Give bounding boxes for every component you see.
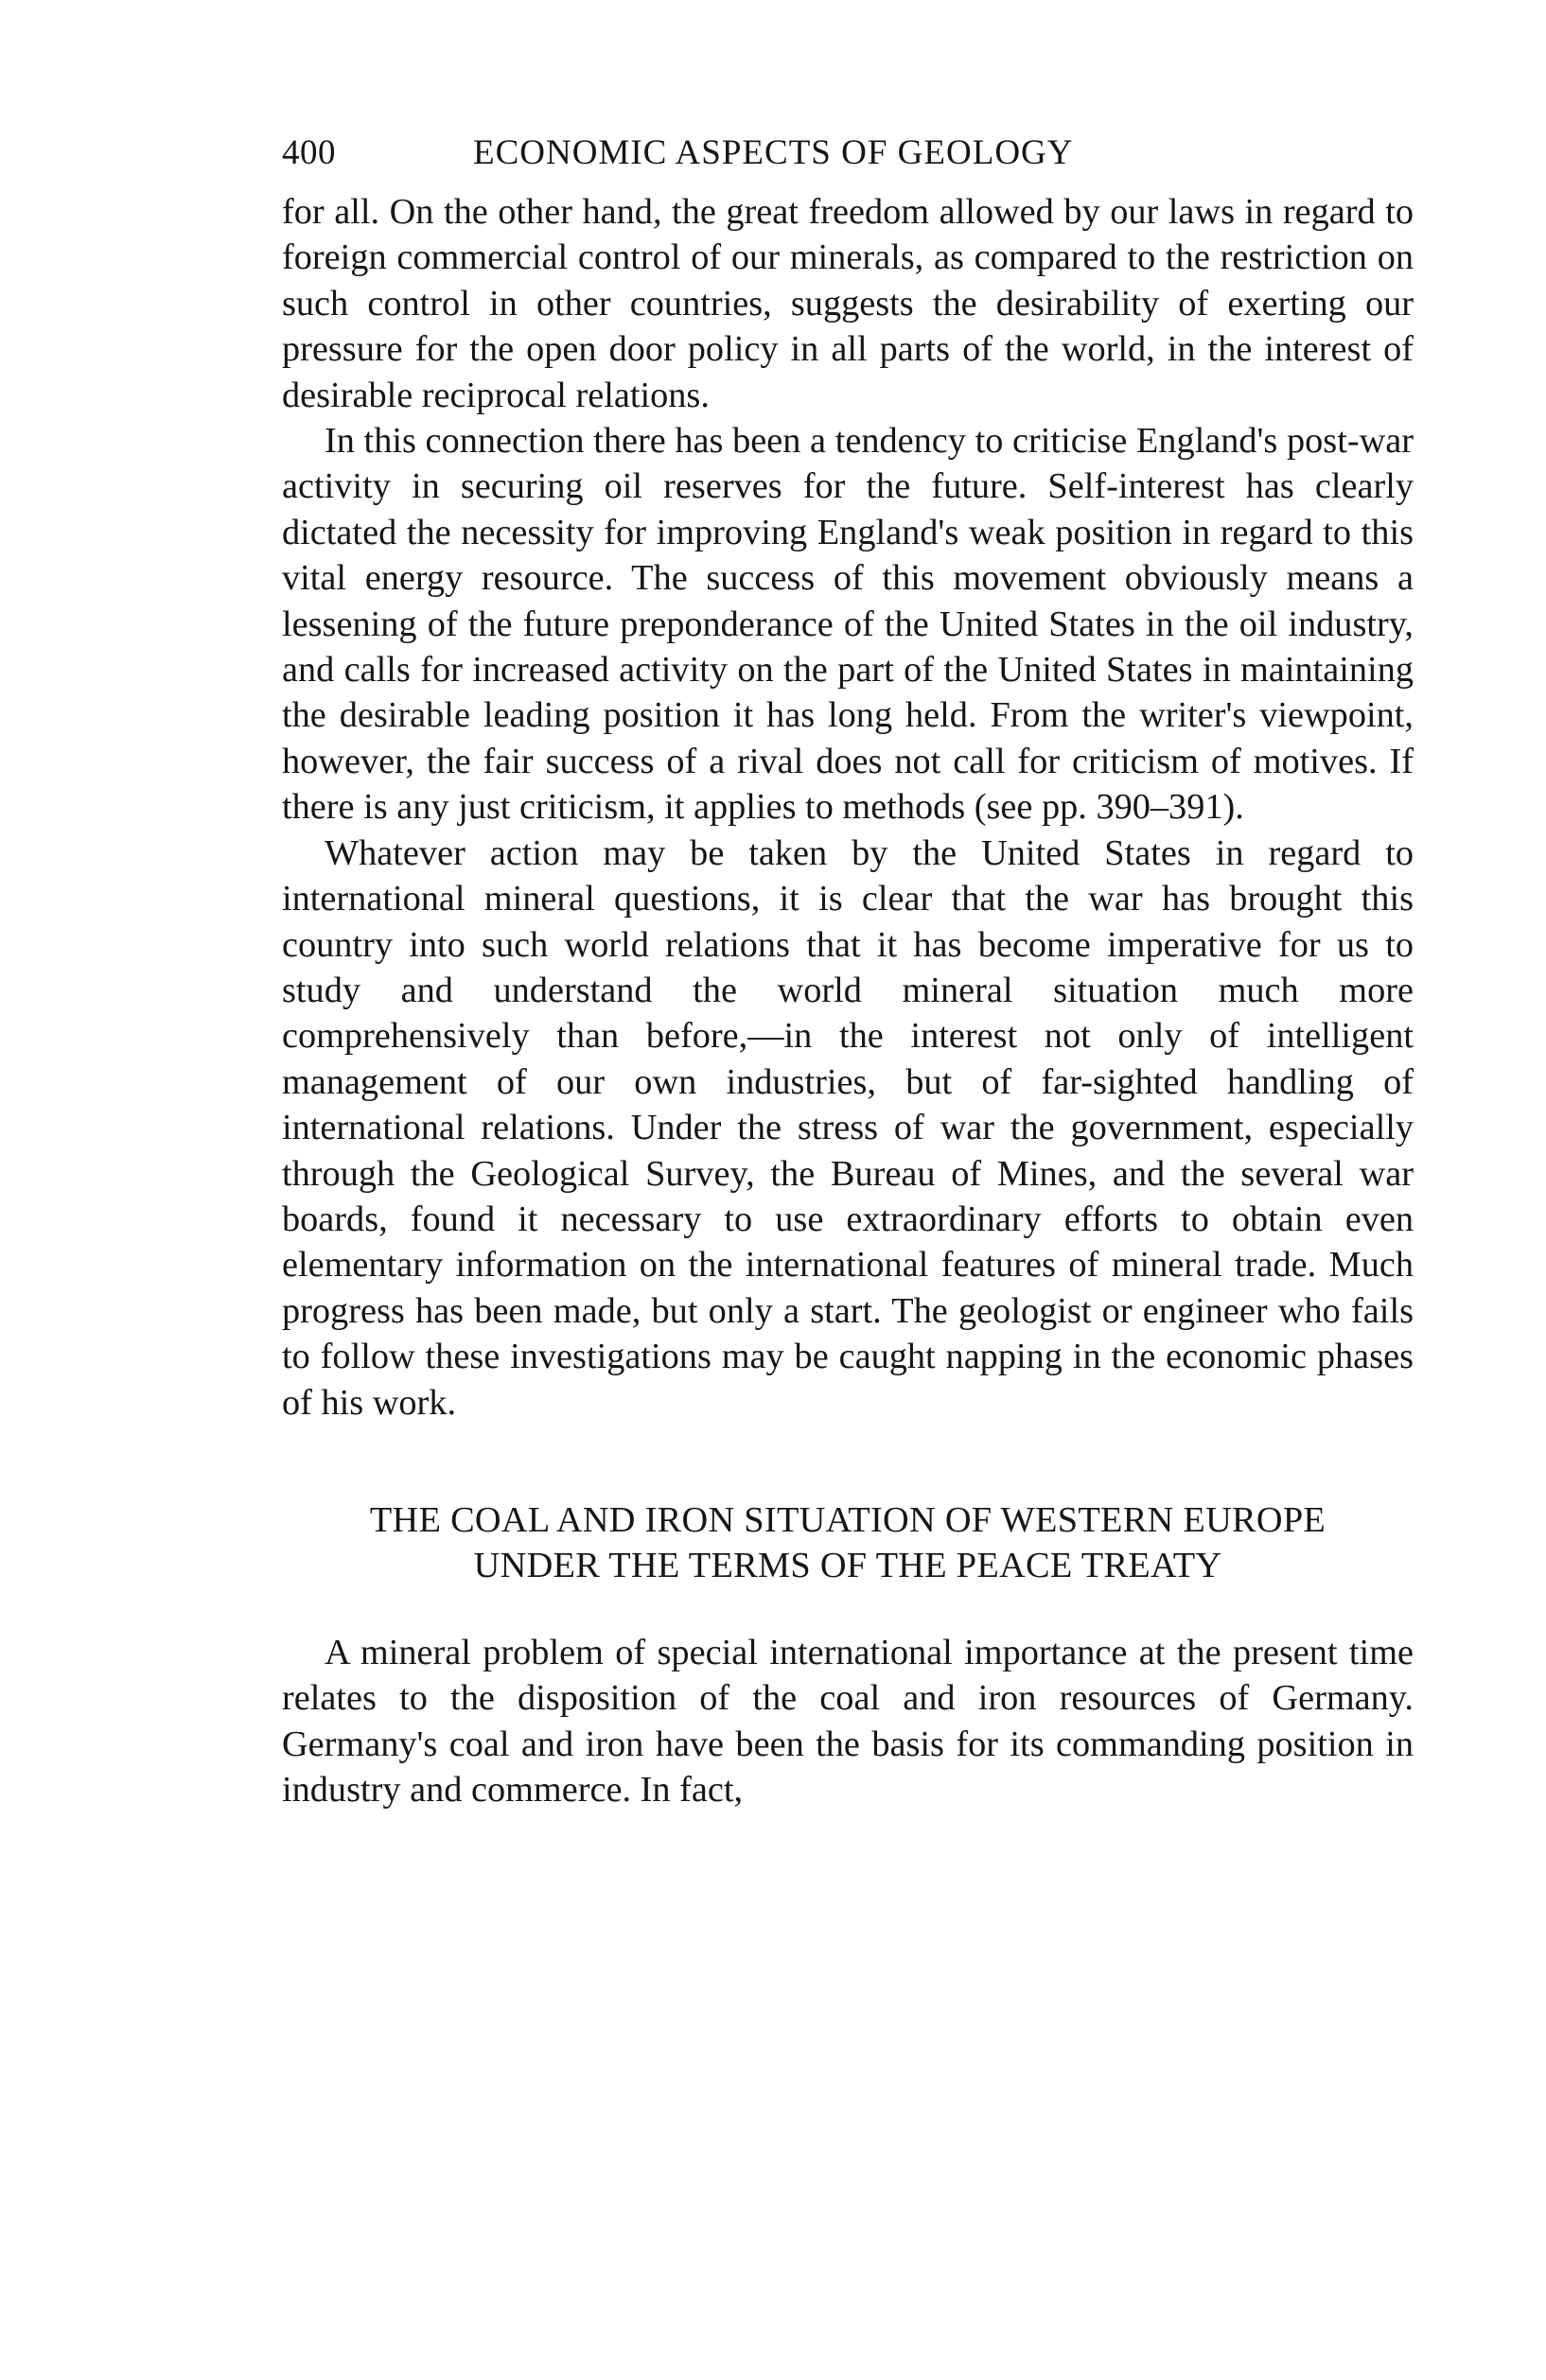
book-page bbox=[282, 132, 1414, 1813]
paragraph-continued: for all. On the other hand, the great freedom allowed by our laws in regard to foreign commercial control of our minerals, as compared to the restriction on such control in other countries, suggests the desirability of exerting our pressure for the open door policy in all parts of the world, in the interest of desirable reciprocal relations. bbox=[282, 192, 1414, 415]
body-text bbox=[282, 189, 1414, 1426]
paragraph-international-questions: Whatever action may be taken by the United States in regard to international mineral questions, it is clear that the war has brought this country into such world relations that it has become imperative for us to study and understand the world mineral situation much more comprehensively than before,—in the interest not only of intelligent management of our own industries, but of far-sighted handling of international relations. Under the stress of war the government, especially through the Geological Survey, the Bureau of Mines, and the several war boards, found it necessary to use extraordinary efforts to obtain even elementary information on the international features of mineral trade. Much progress has been made, but only a start. The geologist or engineer who fails to follow these investigations may be caught napping in the economic phases of his work. bbox=[282, 832, 1414, 1423]
section-heading bbox=[282, 1497, 1414, 1588]
running-head bbox=[282, 132, 1414, 189]
section-heading-line-1: THE COAL AND IRON SITUATION OF WESTERN EUROPE bbox=[369, 1499, 1326, 1540]
section-body bbox=[282, 1630, 1414, 1813]
paragraph-coal-iron: A mineral problem of special international importance at the present time relates to the disposition of the coal and iron resources of Germany. Germany's coal and iron have been the basis for its commanding position in industry and commerce. In fact, bbox=[282, 1632, 1414, 1811]
paragraph-england-oil: In this connection there has been a tendency to criticise England's post-war activity in securing oil reserves for the future. Self-interest has clearly dictated the necessity for improving England's weak position in regard to this vital energy resource. The success of this movement obviously means a lessening of the future preponderance of the United States in the oil industry, and calls for increased activity on the part of the United States in maintaining the desirable leading position it has long held. From the writer's viewpoint, however, the fair success of a rival does not call for criticism of motives. If there is any just criticism, it applies to methods (see pp. 390–391). bbox=[282, 421, 1414, 828]
section-heading-line-2: UNDER THE TERMS OF THE PEACE TREATY bbox=[473, 1545, 1222, 1585]
page-number: 400 bbox=[282, 133, 336, 172]
running-title: ECONOMIC ASPECTS OF GEOLOGY bbox=[473, 133, 1074, 172]
